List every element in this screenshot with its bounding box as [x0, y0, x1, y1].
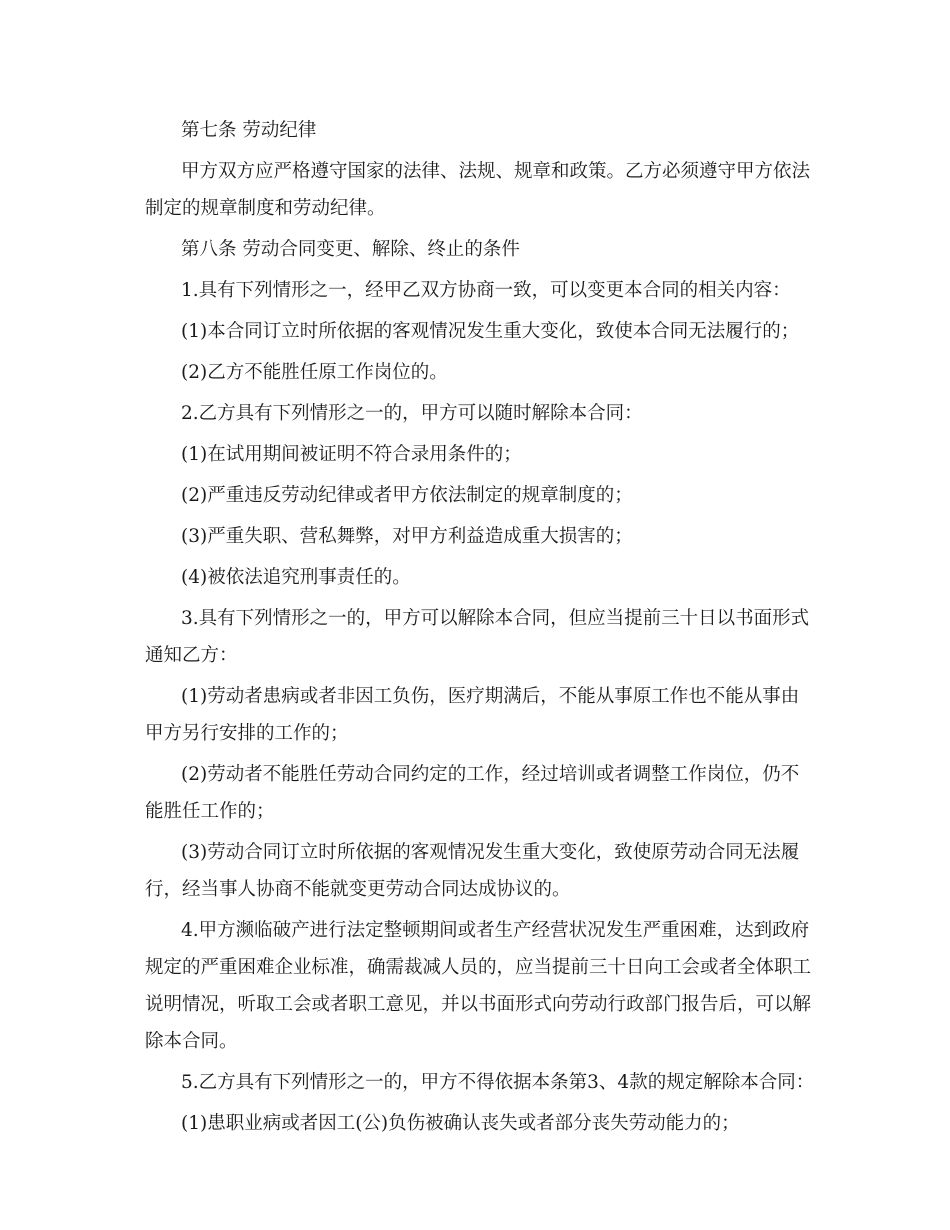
- paragraph: 甲方双方应严格遵守国家的法律、法规、规章和政策。乙方必须遵守甲方依法制定的规章制度和劳动纪律。: [145, 161, 811, 219]
- sub-item: (3)严重失职、营私舞弊，对甲方利益造成重大损害的；: [181, 526, 633, 547]
- clause-item: 3.具有下列情形之一的，甲方可以解除本合同，但应当提前三十日以书面形式通知乙方：: [145, 608, 810, 666]
- clause-item: 5.乙方具有下列情形之一的，甲方不得依据本条第3、4款的规定解除本合同：: [181, 1072, 815, 1093]
- document-body: [145, 112, 815, 1146]
- sub-item: (1)患职业病或者因工(公)负伤被确认丧失或者部分丧失劳动能力的；: [181, 1113, 740, 1134]
- sub-item: (4)被依法追究刑事责任的。: [181, 567, 411, 588]
- article-heading: 第七条 劳动纪律: [181, 120, 317, 141]
- sub-item: (3)劳动合同订立时所依据的客观情况发生重大变化，致使原劳动合同无法履行，经当事人协商不能就变更劳动合同达成协议的。: [145, 842, 800, 900]
- article-heading: 第八条 劳动合同变更、解除、终止的条件: [181, 239, 520, 260]
- sub-item: (2)乙方不能胜任原工作岗位的。: [181, 362, 448, 383]
- sub-item: (2)劳动者不能胜任劳动合同约定的工作，经过培训或者调整工作岗位，仍不能胜任工作的；: [145, 764, 800, 822]
- sub-item: (1)本合同订立时所依据的客观情况发生重大变化，致使本合同无法履行的；: [181, 321, 800, 342]
- sub-item: (2)严重违反劳动纪律或者甲方依法制定的规章制度的；: [181, 485, 633, 506]
- clause-item: 4.甲方濒临破产进行法定整顿期间或者生产经营状况发生严重困难，达到政府规定的严重困难企业标准，确需裁减人员的，应当提前三十日向工会或者全体职工说明情况，听取工会或者职工意见，并以书面形式向劳动行政部门报告后，可以解除本合同。: [145, 920, 812, 1052]
- sub-item: (1)在试用期间被证明不符合录用条件的；: [181, 444, 522, 465]
- clause-item: 1.具有下列情形之一，经甲乙双方协商一致，可以变更本合同的相关内容：: [181, 280, 791, 301]
- sub-item: (1)劳动者患病或者非因工负伤，医疗期满后，不能从事原工作也不能从事由甲方另行安排的工作的；: [145, 686, 800, 744]
- clause-item: 2.乙方具有下列情形之一的，甲方可以随时解除本合同：: [181, 403, 643, 424]
